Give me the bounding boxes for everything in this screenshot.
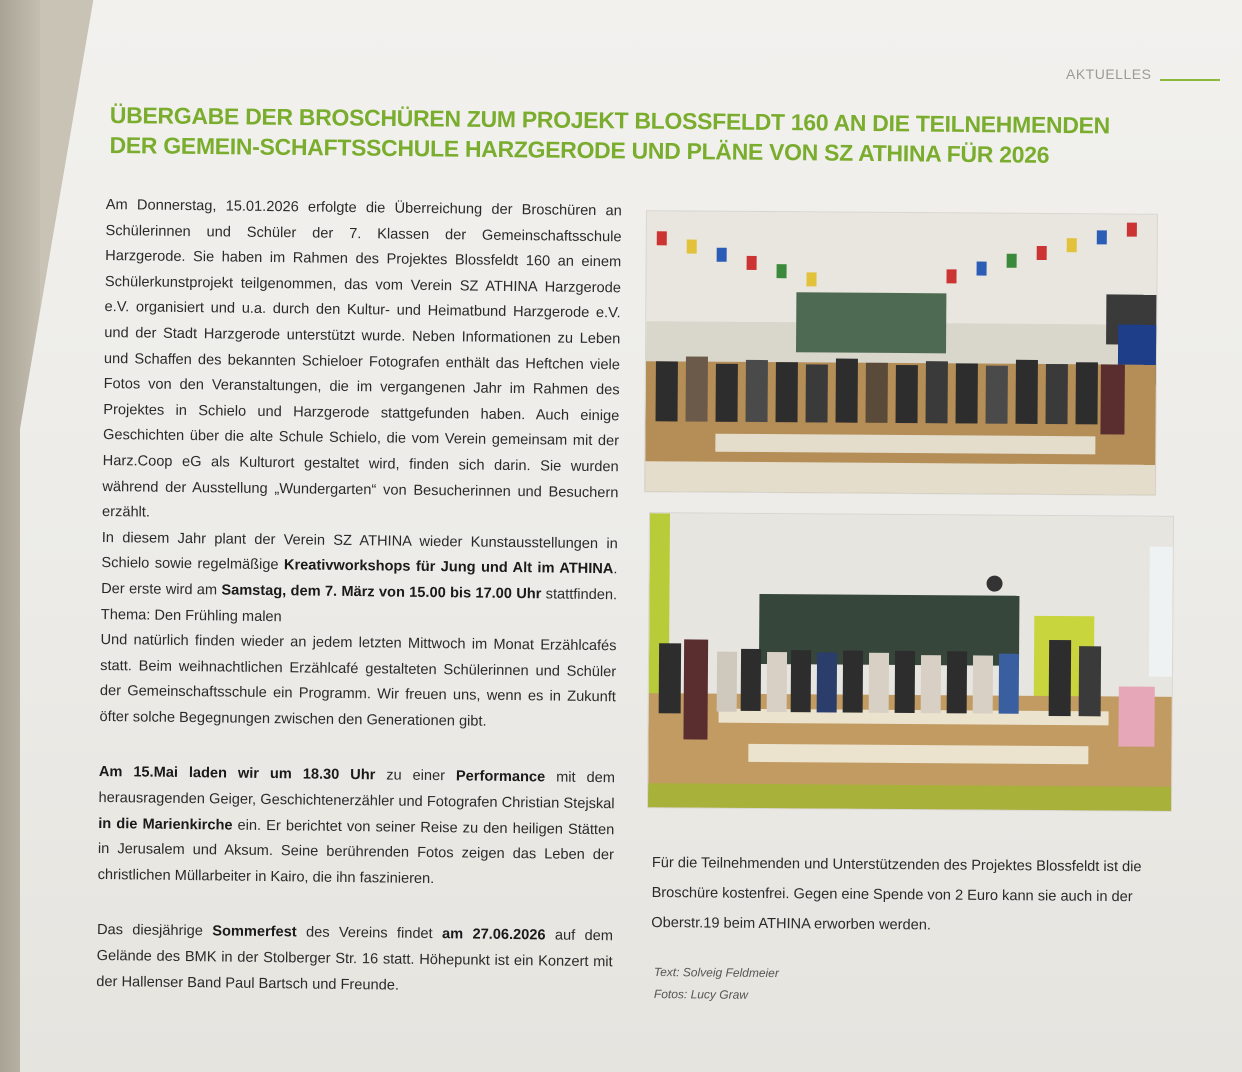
- text-bold: Am 15.Mai laden wir um 18.30 Uhr: [98, 764, 376, 784]
- text-run: des Vereins findet: [296, 924, 443, 943]
- text-run: In diesem Jahr plant der Verein SZ ATHINA wieder Kunstausstellungen in Schielo sowie regelmäßige: [101, 529, 618, 574]
- text-bold: in die Marienkirche: [98, 815, 233, 834]
- classroom-photo-blackboard-image: [648, 513, 1174, 812]
- classroom-photo-flags: [644, 210, 1158, 496]
- section-rule: [1160, 79, 1220, 81]
- text-run: auf dem Gelände des BMK in der Stolberger Str. 16 statt. Höhepunkt ist ein Konzert mit der Hallenser Band Paul Bartsch und Freunde.: [96, 927, 614, 994]
- section-label: AKTUELLES: [1066, 66, 1152, 82]
- paragraph-performance: [98, 760, 616, 894]
- article-headline: ÜBERGABE DER BROSCHÜREN ZUM PROJEKT BLOSSFELDT 160 AN DIE TEILNEHMENDEN DER GEMEIN-SCHAFTSSCHULE HARZGERODE UND PLÄNE VON SZ ATHINA FÜR 2026: [109, 101, 1111, 168]
- photo-caption: Für die Teilnehmenden und Unterstützenden des Projektes Blossfeldt ist die Broschüre kostenfrei. Gegen eine Spende von 2 Euro kann sie auch in der Oberstr.19 beim ATHINA erworben werden.: [651, 854, 1142, 934]
- text-bold: Performance: [455, 768, 546, 786]
- classroom-photo-blackboard: [647, 512, 1174, 812]
- paragraph-plans: [101, 526, 618, 635]
- text-bold: Kreativworkshops für Jung und Alt im ATHINA: [283, 557, 614, 578]
- text-run: Das diesjährige: [96, 922, 213, 940]
- text-run: ein. Er berichtet von seiner Reise zu den heiligen Stätten in Jerusalem und Aksum. Seine berührenden Fotos zeigen das Leben der christlichen Müllarbeiter in Kairo, die ihn faszinieren.: [97, 817, 615, 887]
- paragraph-handover: Am Donnerstag, 15.01.2026 erfolgte die Überreichung der Broschüren an Schülerinnen und Schüler der 7. Klassen der Gemeinschaftsschule Harzgerode. Sie haben im Rahmen des Projektes Blossfeldt 160 an einem Schülerkunstprojekt teilgenommen, das vom Verein SZ ATHINA Harzgerode e.V. organisiert und u.a. durch den Kultur- und Heimatbund Harzgerode e.V. und der Stadt Harzgerode unterstützt wurde. Neben Informationen zu Leben und Schaffen des bekannten Schieloer Fotografen enthält das Heftchen viele Fotos von den Veranstaltungen, die im vergangenen Jahr im Rahmen des Projektes in Schielo und Harzgerode stattgefunden haben. Auch einige Geschichten über die alte Schule Schielo, die vom Verein gemeinsam mit der Harz.Coop eG als Kulturort gestaltet wird, finden sich darin. Sie wurden während der Ausstellung „Wundergarten“ von Besucherinnen und Besuchern erzählt.: [102, 196, 622, 521]
- text-run: mit dem herausragenden Geiger, Geschichtenerzähler und Fotografen Christian Stejskal: [98, 769, 615, 813]
- article-body: [96, 193, 622, 1001]
- text-bold: am 27.06.2026: [441, 926, 546, 944]
- photo-credit: Fotos: Lucy Graw: [653, 987, 749, 1002]
- text-run: stattfinden. Thema: Den Frühling malen: [100, 586, 618, 625]
- paragraph-sommerfest: [96, 918, 613, 1001]
- text-bold: Samstag, dem 7. März von 15.00 bis 17.00 Uhr: [221, 582, 542, 603]
- paragraph-erzaehlcafe: Und natürlich finden wieder an jedem letzten Mittwoch im Monat Erzählcafés statt. Beim weihnachtlichen Erzählcafé gestalteten Schülerinnen und Schüler der Gemeinschaftsschule ein Programm. Wir freuen uns, wenn es in Zukunft öfter solche Begegnungen zwischen den Generationen gibt.: [99, 632, 617, 730]
- classroom-photo-flags-image: [645, 211, 1158, 496]
- text-run: . Der erste wird am: [101, 561, 618, 599]
- text-run: zu einer: [375, 767, 457, 785]
- text-bold: Sommerfest: [212, 923, 297, 941]
- text-credit: Text: Solveig Feldmeier: [653, 965, 779, 981]
